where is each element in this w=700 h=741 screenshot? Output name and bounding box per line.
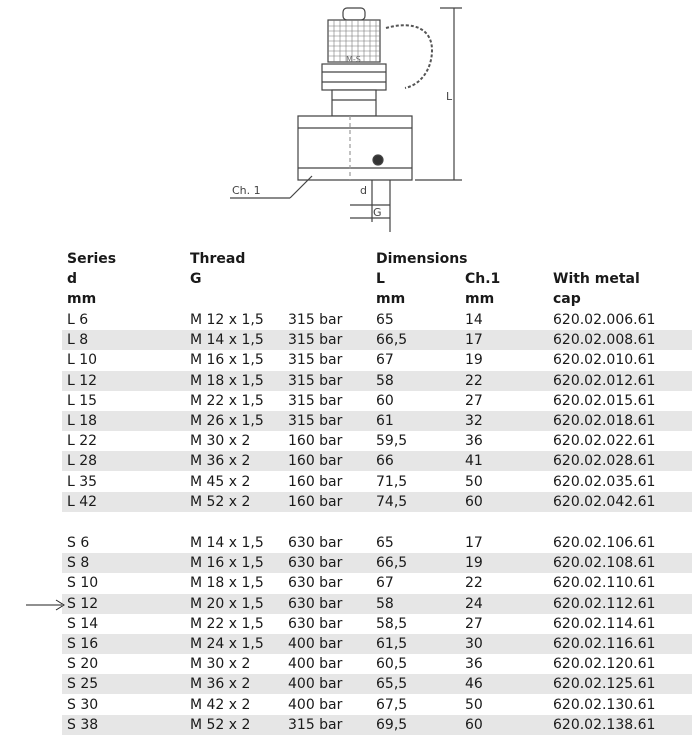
cell-part: 620.02.012.61 [553,372,656,389]
header-thread: Thread [190,251,246,267]
cell-l: 65 [376,312,394,328]
table-row [62,330,692,350]
cell-thread: M 16 x 1,5 [190,352,264,369]
cell-part: 620.02.112.61 [553,595,656,612]
fitting-technical-drawing [200,0,480,235]
cell-series: S 6 [67,535,90,551]
table-row [62,614,692,634]
cell-pressure: 315 bar [288,312,343,328]
table-row [62,674,692,694]
cell-series: L 10 [67,352,98,369]
cell-l: 60,5 [376,656,408,673]
cell-part: 620.02.120.61 [553,656,656,673]
cell-series: S 20 [67,656,99,673]
header-mm-d: mm [67,291,97,307]
cell-l: 66 [376,453,394,470]
cell-ch1: 46 [465,676,483,693]
cell-part: 620.02.108.61 [553,555,656,572]
cell-part: 620.02.116.61 [553,636,656,652]
cell-part: 620.02.035.61 [553,473,656,490]
cell-ch1: 27 [465,615,483,632]
cell-pressure: 630 bar [288,535,343,551]
cell-series: S 16 [67,636,99,652]
cell-ch1: 41 [465,453,483,470]
cell-l: 67 [376,352,394,369]
cell-pressure: 630 bar [288,555,343,572]
cell-part: 620.02.138.61 [553,716,656,733]
cell-part: 620.02.110.61 [553,575,656,592]
cell-ch1: 50 [465,473,483,490]
cell-part: 620.02.022.61 [553,433,656,450]
cell-ch1: 22 [465,575,483,592]
cell-part: 620.02.114.61 [553,615,656,632]
arrow-right-icon [26,598,66,612]
ch1-label: Ch. 1 [232,184,261,197]
cell-part: 620.02.028.61 [553,453,656,470]
cell-ch1: 14 [465,312,483,328]
cell-thread: M 12 x 1,5 [190,312,264,328]
cap-label: M-S [346,55,361,64]
header-ch1: Ch.1 [465,271,501,287]
cell-ch1: 24 [465,595,483,612]
cap-top [343,8,365,20]
header-mm-ch1: mm [465,291,495,307]
table-row [62,472,692,492]
cell-pressure: 315 bar [288,372,343,389]
cell-ch1: 36 [465,656,483,673]
cell-l: 61,5 [376,636,408,652]
cell-part: 620.02.008.61 [553,332,656,349]
cell-l: 67,5 [376,696,408,713]
cell-l: 58,5 [376,615,408,632]
cell-l: 61 [376,413,394,429]
cell-series: L 42 [67,493,98,510]
cell-l: 74,5 [376,493,408,510]
cell-pressure: 315 bar [288,392,343,409]
cell-thread: M 18 x 1,5 [190,575,264,592]
table-row [62,350,692,370]
cell-l: 69,5 [376,716,408,733]
cell-thread: M 24 x 1,5 [190,636,264,652]
table-row [62,492,692,512]
l-label: L [446,90,453,103]
cell-ch1: 60 [465,716,483,733]
cell-part: 620.02.125.61 [553,676,656,693]
cell-l: 66,5 [376,555,408,572]
table-row [62,371,692,391]
cell-thread: M 30 x 2 [190,433,251,450]
d-label: d [360,184,367,197]
cell-part: 620.02.018.61 [553,413,656,429]
cell-thread: M 52 x 2 [190,716,251,733]
body-nut [298,116,412,180]
table-row [62,594,692,614]
stem [332,90,376,116]
cell-thread: M 18 x 1,5 [190,372,264,389]
table-row [62,411,692,431]
header-l: L [376,271,385,287]
header-mm-l: mm [376,291,406,307]
cell-ch1: 60 [465,493,483,510]
cell-thread: M 14 x 1,5 [190,535,264,551]
cell-thread: M 14 x 1,5 [190,332,264,349]
cell-pressure: 315 bar [288,332,343,349]
cell-pressure: 315 bar [288,352,343,369]
cell-series: S 30 [67,696,99,713]
table-row [62,451,692,471]
cell-part: 620.02.042.61 [553,493,656,510]
cell-l: 60 [376,392,394,409]
table-row [62,634,692,654]
cell-l: 58 [376,595,394,612]
cell-pressure: 630 bar [288,615,343,632]
cell-l: 65,5 [376,676,408,693]
cell-thread: M 26 x 1,5 [190,413,264,429]
cell-series: S 38 [67,716,99,733]
cell-ch1: 17 [465,535,483,551]
cell-series: L 8 [67,332,89,349]
chain [386,25,432,88]
cell-pressure: 160 bar [288,473,343,490]
g-label: G [373,206,382,219]
cell-thread: M 36 x 2 [190,676,251,693]
cell-l: 59,5 [376,433,408,450]
header-dimensions: Dimensions [376,251,468,267]
header-with-metal-cap: With metal [553,271,640,287]
cell-ch1: 19 [465,352,483,369]
cell-series: L 6 [67,312,89,328]
cell-pressure: 315 bar [288,716,343,733]
table-row [62,695,692,715]
cell-l: 66,5 [376,332,408,349]
cell-thread: M 36 x 2 [190,453,251,470]
cell-pressure: 160 bar [288,493,343,510]
cell-l: 67 [376,575,394,592]
cell-thread: M 20 x 1,5 [190,595,264,612]
header-cap: cap [553,291,581,307]
table-row [62,553,692,573]
cell-pressure: 630 bar [288,595,343,612]
cell-series: S 10 [67,575,99,592]
cell-pressure: 160 bar [288,453,343,470]
cell-pressure: 630 bar [288,575,343,592]
table-row [62,310,692,330]
cell-ch1: 30 [465,636,483,652]
cell-part: 620.02.010.61 [553,352,656,369]
hex-nut [322,64,386,90]
table-row [62,391,692,411]
cell-thread: M 52 x 2 [190,493,251,510]
cell-series: L 28 [67,453,98,470]
cell-part: 620.02.015.61 [553,392,656,409]
cell-ch1: 27 [465,392,483,409]
cell-pressure: 400 bar [288,656,343,673]
cell-thread: M 42 x 2 [190,696,251,713]
cell-ch1: 19 [465,555,483,572]
table-row [62,654,692,674]
cell-l: 71,5 [376,473,408,490]
cell-series: S 14 [67,615,99,632]
cell-series: S 8 [67,555,90,572]
cell-thread: M 30 x 2 [190,656,251,673]
cell-thread: M 45 x 2 [190,473,251,490]
cell-thread: M 16 x 1,5 [190,555,264,572]
cell-ch1: 32 [465,413,483,429]
cell-series: L 15 [67,392,98,409]
cell-thread: M 22 x 1,5 [190,615,264,632]
cell-pressure: 160 bar [288,433,343,450]
cell-series: S 25 [67,676,99,693]
cell-part: 620.02.130.61 [553,696,656,713]
cell-pressure: 315 bar [288,413,343,429]
cell-series: L 22 [67,433,98,450]
header-series: Series [67,251,117,267]
cell-series: L 12 [67,372,98,389]
cell-series: S 12 [67,595,99,612]
table-row [62,573,692,593]
table-row [62,533,692,553]
cell-part: 620.02.006.61 [553,312,656,328]
table-row [62,715,692,735]
header-g: G [190,271,202,287]
cell-l: 65 [376,535,394,551]
cell-part: 620.02.106.61 [553,535,656,551]
header-d: d [67,271,78,287]
cell-series: L 35 [67,473,98,490]
cell-pressure: 400 bar [288,696,343,713]
cell-ch1: 36 [465,433,483,450]
cell-ch1: 17 [465,332,483,349]
cell-pressure: 400 bar [288,636,343,652]
cell-ch1: 22 [465,372,483,389]
cell-ch1: 50 [465,696,483,713]
cell-pressure: 400 bar [288,676,343,693]
cell-thread: M 22 x 1,5 [190,392,264,409]
cell-l: 58 [376,372,394,389]
table-row [62,431,692,451]
cell-series: L 18 [67,413,98,429]
